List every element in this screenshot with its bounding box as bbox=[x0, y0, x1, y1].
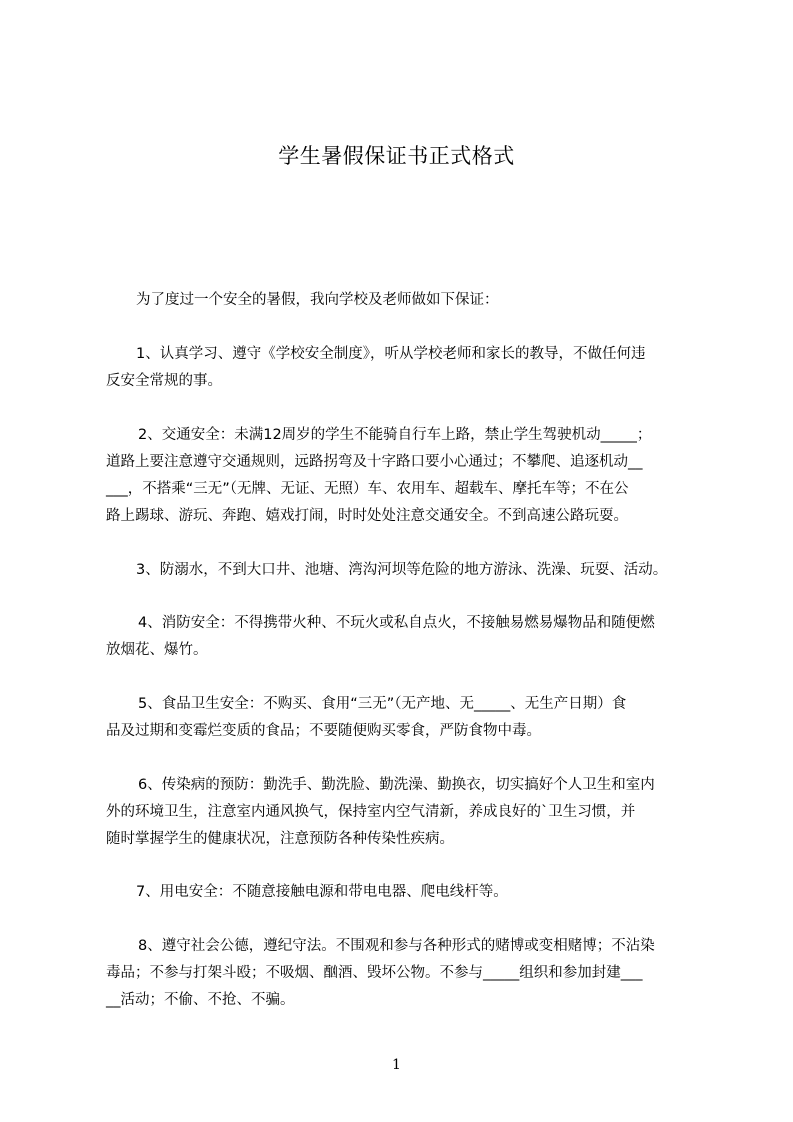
page-title: 学生暑假保证书正式格式 bbox=[278, 144, 515, 168]
paragraph-line: 5、食品卫生安全：不购买、食用“三无”（无产地、无_____、无生产日期）食 bbox=[138, 696, 627, 712]
paragraph-line: 4、消防安全：不得携带火种、不玩火或私自点火，不接触易燃易爆物品和随便燃 bbox=[138, 615, 655, 631]
paragraph-line: 6、传染病的预防：勤洗手、勤洗脸、勤洗澡、勤换衣，切实搞好个人卫生和室内 bbox=[138, 777, 655, 793]
paragraph-line: 3、防溺水，不到大口井、池塘、湾沟河坝等危险的地方游泳、洗澡、玩耍、活动。 bbox=[136, 562, 668, 578]
paragraph-line: 7、用电安全：不随意接触电源和带电电器、爬电线杆等。 bbox=[136, 884, 508, 900]
paragraph-line: 1、认真学习、遵守《学校安全制度》，听从学校老师和家长的教导，不做任何违 bbox=[136, 346, 646, 362]
paragraph-line: 8、遵守社会公德，遵纪守法。不围观和参与各种形式的赌博或变相赌博；不沾染 bbox=[138, 938, 655, 954]
paragraph-line: 品及过期和变霉烂变质的食品；不要随便购买零食，严防食物中毒。 bbox=[106, 723, 541, 739]
paragraph-line: ___，不搭乘“三无”（无牌、无证、无照）车、农用车、超载车、摩托车等；不在公 bbox=[106, 481, 629, 497]
page-number: 1 bbox=[392, 1057, 401, 1073]
paragraph-line: 随时掌握学生的健康状况，注意预防各种传染性疾病。 bbox=[106, 831, 454, 847]
intro-paragraph: 为了度过一个安全的暑假，我向学校及老师做如下保证： bbox=[136, 292, 499, 308]
paragraph-line: 毒品；不参与打架斗殴；不吸烟、酗酒、毁坏公物。不参与_____组织和参加封建___ bbox=[106, 965, 643, 981]
paragraph-line: __活动；不偷、不抢、不骗。 bbox=[106, 992, 295, 1008]
paragraph-line: 道路上要注意遵守交通规则，远路拐弯及十字路口要小心通过；不攀爬、追逐机动__ bbox=[106, 454, 643, 470]
paragraph-line: 放烟花、爆竹。 bbox=[106, 642, 208, 658]
paragraph-line: 2、交通安全：未满12周岁的学生不能骑自行车上路，禁止学生驾驶机动_____； bbox=[138, 427, 652, 443]
paragraph-line: 路上踢球、游玩、奔跑、嬉戏打闹，时时处处注意交通安全。不到高速公路玩耍。 bbox=[106, 508, 628, 524]
paragraph-line: 外的环境卫生，注意室内通风换气，保持室内空气清新，养成良好的`卫生习惯，并 bbox=[106, 804, 636, 820]
paragraph-line: 反安全常规的事。 bbox=[106, 373, 222, 389]
